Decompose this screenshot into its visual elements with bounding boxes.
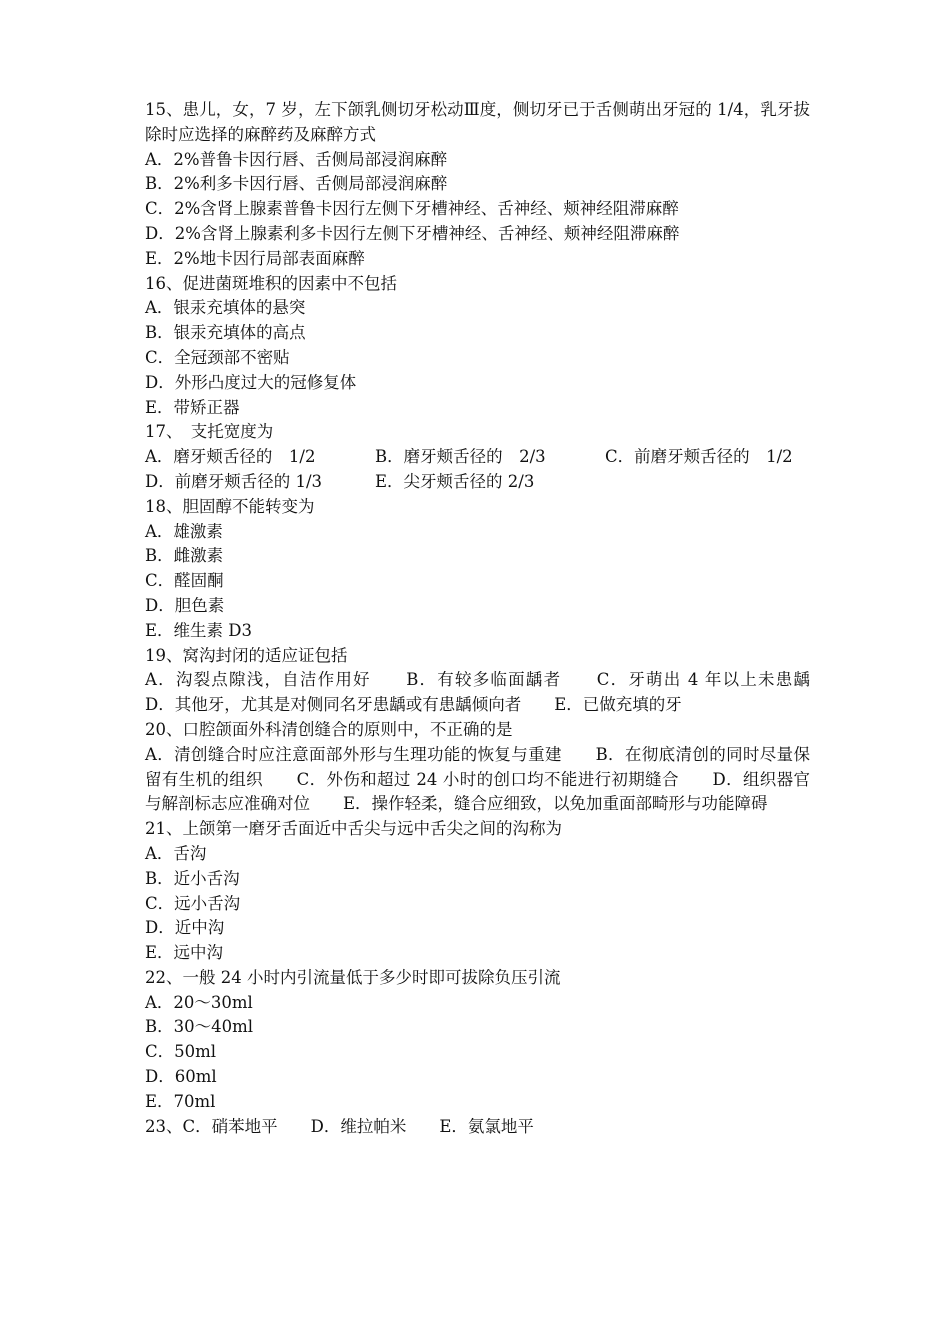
option: D．胆色素 [145, 595, 225, 615]
option: C．醛固酮 [145, 571, 224, 591]
question-stem: 22、一般 24 小时内引流量低于多少时即可拔除负压引流 [145, 967, 561, 987]
option: E．尖牙颊舌径的 2/3 [375, 471, 535, 491]
option: D．60ml [145, 1067, 217, 1087]
option: C．前磨牙颊舌径的 1/2 [605, 447, 793, 467]
option-row [145, 470, 810, 495]
question-stem: 17、 支托宽度为 [145, 422, 274, 442]
option-row [145, 445, 810, 470]
question-stem: 15、患儿，女，7 岁，左下颌乳侧切牙松动Ⅲ度，侧切牙已于舌侧萌出牙冠的 1/4，乳牙拔除时应选择的麻醉药及麻醉方式 [145, 100, 810, 144]
option: A．磨牙颊舌径的 1/2 [145, 447, 316, 467]
question-stem: 19、窝沟封闭的适应证包括 [145, 645, 348, 665]
option: E．70ml [145, 1091, 216, 1111]
option-paragraph: A．沟裂点隙浅，自洁作用好 B．有较多临面龋者 C．牙萌出 4 年以上未患龋 D．其他牙，尤其是对侧同名牙患龋或有患龋倾向者 E．已做充填的牙 [145, 670, 843, 715]
option: E．维生素 D3 [145, 620, 253, 640]
question-stem: 18、胆固醇不能转变为 [145, 496, 315, 516]
option: A．2%普鲁卡因行唇、舌侧局部浸润麻醉 [145, 149, 448, 169]
option: B．30～40ml [145, 1017, 254, 1037]
option: C．远小舌沟 [145, 893, 241, 913]
option: E．带矫正器 [145, 397, 240, 417]
option: B．近小舌沟 [145, 868, 240, 888]
option: E．2%地卡因行局部表面麻醉 [145, 248, 365, 268]
option: C．2%含肾上腺素普鲁卡因行左侧下牙槽神经、舌神经、颊神经阻滞麻醉 [145, 199, 679, 219]
option: A．银汞充填体的悬突 [145, 298, 306, 318]
option: A．20～30ml [145, 992, 253, 1012]
question-stem: 20、口腔颌面外科清创缝合的原则中，不正确的是 [145, 719, 513, 739]
question-stem: 16、促进菌斑堆积的因素中不包括 [145, 273, 397, 293]
option: C．50ml [145, 1042, 217, 1062]
option: B．2%利多卡因行唇、舌侧局部浸润麻醉 [145, 174, 448, 194]
option-paragraph: A．清创缝合时应注意面部外形与生理功能的恢复与重建 B．在彻底清创的同时尽量保留有生机的组织 C．外伤和超过 24 小时的创口均不能进行初期缝合 D．组织器官与解剖标志应准确对位 E．操作轻柔，缝合应细致，以免加重面部畸形与功能障碍 [145, 744, 810, 814]
option: D．前磨牙颊舌径的 1/3 [145, 471, 323, 491]
question-stem: 21、上颌第一磨牙舌面近中舌尖与远中舌尖之间的沟称为 [145, 819, 562, 839]
option: B．银汞充填体的高点 [145, 323, 306, 343]
option: C．全冠颈部不密贴 [145, 347, 290, 367]
document-page [145, 98, 843, 1139]
option: D．近中沟 [145, 918, 225, 938]
option: B．雌激素 [145, 546, 224, 566]
option: D．外形凸度过大的冠修复体 [145, 372, 357, 392]
option: E．远中沟 [145, 943, 224, 963]
option: D．2%含肾上腺素利多卡因行左侧下牙槽神经、舌神经、颊神经阻滞麻醉 [145, 223, 680, 243]
option: A．舌沟 [145, 843, 207, 863]
option: B．磨牙颊舌径的 2/3 [375, 447, 546, 467]
option: A．雄激素 [145, 521, 223, 541]
question-stem: 23、C．硝苯地平 D．维拉帕米 E．氨氯地平 [145, 1116, 534, 1136]
